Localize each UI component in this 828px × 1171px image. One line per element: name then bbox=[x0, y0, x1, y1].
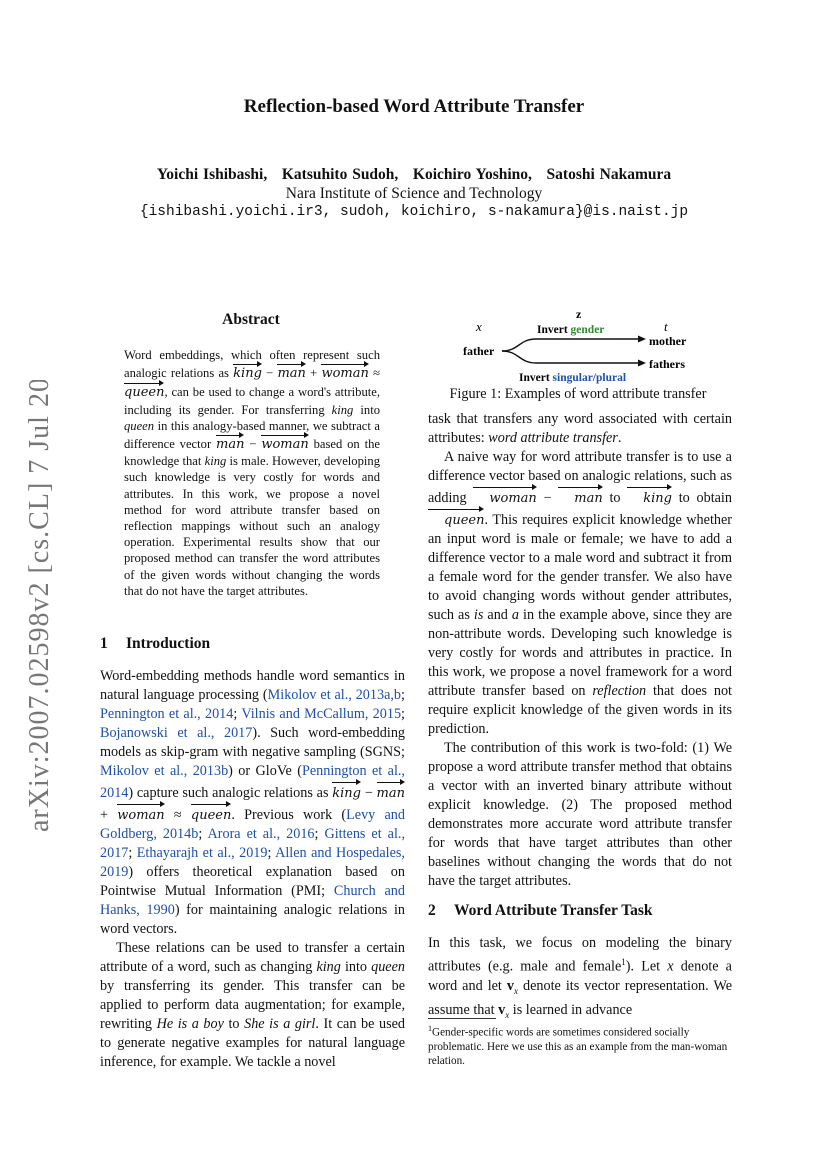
figure-invert-gender: Invert gender bbox=[537, 324, 605, 336]
right-paragraph-3: The contribution of this work is two-fold: (1) We propose a word attribute transfer method that obtains a vector with an inverted binary attribute without explicit knowledge. (2) The proposed method demonstrates more accurate word attribute transfer for words that have target attributes than other baselines without changing the words that do not have the target attributes. bbox=[428, 740, 732, 889]
figure-word-fathers: fathers bbox=[649, 357, 685, 371]
figure-invert-plural: Invert singular/plural bbox=[519, 372, 627, 384]
citation-link[interactable]: Pennington et al., 2014 bbox=[100, 706, 234, 722]
section-heading-task: 2 Word Attribute Transfer Task bbox=[428, 902, 653, 919]
section-heading-introduction: 1 Introduction bbox=[100, 635, 211, 652]
figure-caption: Figure 1: Examples of word attribute transfer bbox=[449, 386, 707, 402]
figure-label-x: x bbox=[476, 319, 482, 334]
introduction-body bbox=[100, 667, 405, 1072]
author-list: Yoichi Ishibashi, Katsuhito Sudoh, Koichiro Yoshino, Satoshi Nakamura bbox=[156, 166, 672, 183]
citation-link[interactable]: Allen and Hospedales, 2019 bbox=[100, 845, 405, 880]
citation-link[interactable]: Mikolov et al., 2013b bbox=[100, 763, 229, 779]
right-paragraph-1: task that transfers any word associated with certain attributes: word attribute transfer. bbox=[428, 411, 732, 446]
task-paragraph-1: In this task, we focus on modeling the binary attributes (e.g. male and female$^1$). Let x denote a word and let $v_x$ denote its vector representation. We assume that $v_x$ is learned in advance bbox=[428, 935, 732, 1020]
citation-link[interactable]: Vilnis and McCallum, 2015 bbox=[241, 706, 402, 722]
figure-1 bbox=[444, 306, 744, 388]
abstract-heading: Abstract bbox=[222, 311, 280, 328]
footnote-divider bbox=[428, 1018, 496, 1019]
abstract-text: Word embeddings, which often represent such analogic relations as king − man + woman ≈ queen, can be used to change a word's attribute, including its gender. For transferring king into queen in this analogy-based manner, we subtract a difference vector man − woman based on the knowledge that king is male. However, developing such knowledge is very costly for words and attributes. In this work, we propose a novel method for word attribute transfer based on reflection mappings without such an analogy operation. Experimental results show that our proposed method can transfer the word attributes of the given words without changing the words that do not have the target attributes. bbox=[124, 348, 380, 598]
right-paragraph-2: A naive way for word attribute transfer is to use a difference vector based on analogic relations, such as adding woman − man to king to obtain queen. This requires explicit knowledge whether an input word is male or female; we have to add a difference vector to a male word and subtract it from a female word for the gender transfer. We also have to avoid changing words without gender attributes, such as is and a in the example above, since they are non-attribute words. Developing such knowledge is very costly for words and attributes in practice. In this work, we propose a novel framework for a word attribute transfer based on reflection that does not require explicit knowledge of the given words in its prediction. bbox=[428, 449, 732, 737]
citation-link[interactable]: Arora et al., 2016 bbox=[207, 826, 315, 842]
arxiv-stamp-text: arXiv:2007.02598v2 [cs.CL] 7 Jul 2020 bbox=[24, 380, 55, 832]
citation-link[interactable]: Gittens et al., 2017 bbox=[100, 826, 405, 861]
task-section-body bbox=[428, 934, 732, 1024]
arxiv-stamp bbox=[18, 380, 58, 840]
footnote-1: $^1$Gender-specific words are sometimes considered socially problematic. Here we use this as an example from the man-woman relation. bbox=[428, 1024, 728, 1067]
affiliation: Nara Institute of Science and Technology bbox=[285, 185, 543, 202]
figure-word-mother: mother bbox=[649, 334, 687, 348]
intro-paragraph-1: Word-embedding methods handle word semantics in natural language processing (Mikolov et al., 2013a,b; Pennington et al., 2014; Vilnis and McCallum, 2015; Bojanowski et al., 2017). Such word-embedding models as skip-gram with negative sampling (SGNS; Mikolov et al., 2013b) or GloVe (Pennington et al., 2014) capture such analogic relations as king − man + woman ≈ queen. Previous work (Levy and Goldberg, 2014b; Arora et al., 2016; Gittens et al., 2017; Ethayarajh et al., 2019; Allen and Hospedales, 2019) offers theoretical explanation based on Pointwise Mutual Information (PMI; Church and Hanks, 1990) for maintaining analogic relations in word vectors. bbox=[100, 668, 406, 937]
citation-link[interactable]: Church and Hanks, 1990 bbox=[100, 883, 405, 918]
citation-link[interactable]: Pennington et al., 2014 bbox=[100, 763, 405, 801]
citation-link[interactable]: Mikolov et al., 2013a,b bbox=[267, 687, 402, 703]
author-emails: {ishibashi.yoichi.ir3, sudoh, koichiro, s-nakamura}@is.naist.jp bbox=[139, 204, 689, 220]
citation-link[interactable]: Ethayarajh et al., 2019 bbox=[136, 845, 268, 861]
paper-title: Reflection-based Word Attribute Transfer bbox=[243, 96, 585, 117]
figure-arrowhead-mother bbox=[638, 336, 646, 343]
figure-arrow-to-fathers bbox=[502, 351, 640, 363]
citation-link[interactable]: Levy and Goldberg, 2014b bbox=[100, 807, 405, 842]
figure-word-father: father bbox=[463, 344, 495, 358]
figure-arrow-to-mother bbox=[502, 339, 640, 351]
figure-label-t: t bbox=[664, 319, 668, 334]
citation-link[interactable]: Bojanowski et al., 2017 bbox=[100, 725, 253, 741]
intro-paragraph-2: These relations can be used to transfer a certain attribute of a word, such as changing king into queen by transferring its gender. This transfer can be applied to perform data augmentation; for example, rewriting He is a boy to She is a girl. It can be used to generate negative examples for natural language inference, for example. We tackle a novel bbox=[100, 940, 405, 1070]
figure-arrowhead-fathers bbox=[638, 360, 646, 367]
right-column-body bbox=[428, 410, 732, 891]
figure-label-z: z bbox=[576, 307, 582, 321]
